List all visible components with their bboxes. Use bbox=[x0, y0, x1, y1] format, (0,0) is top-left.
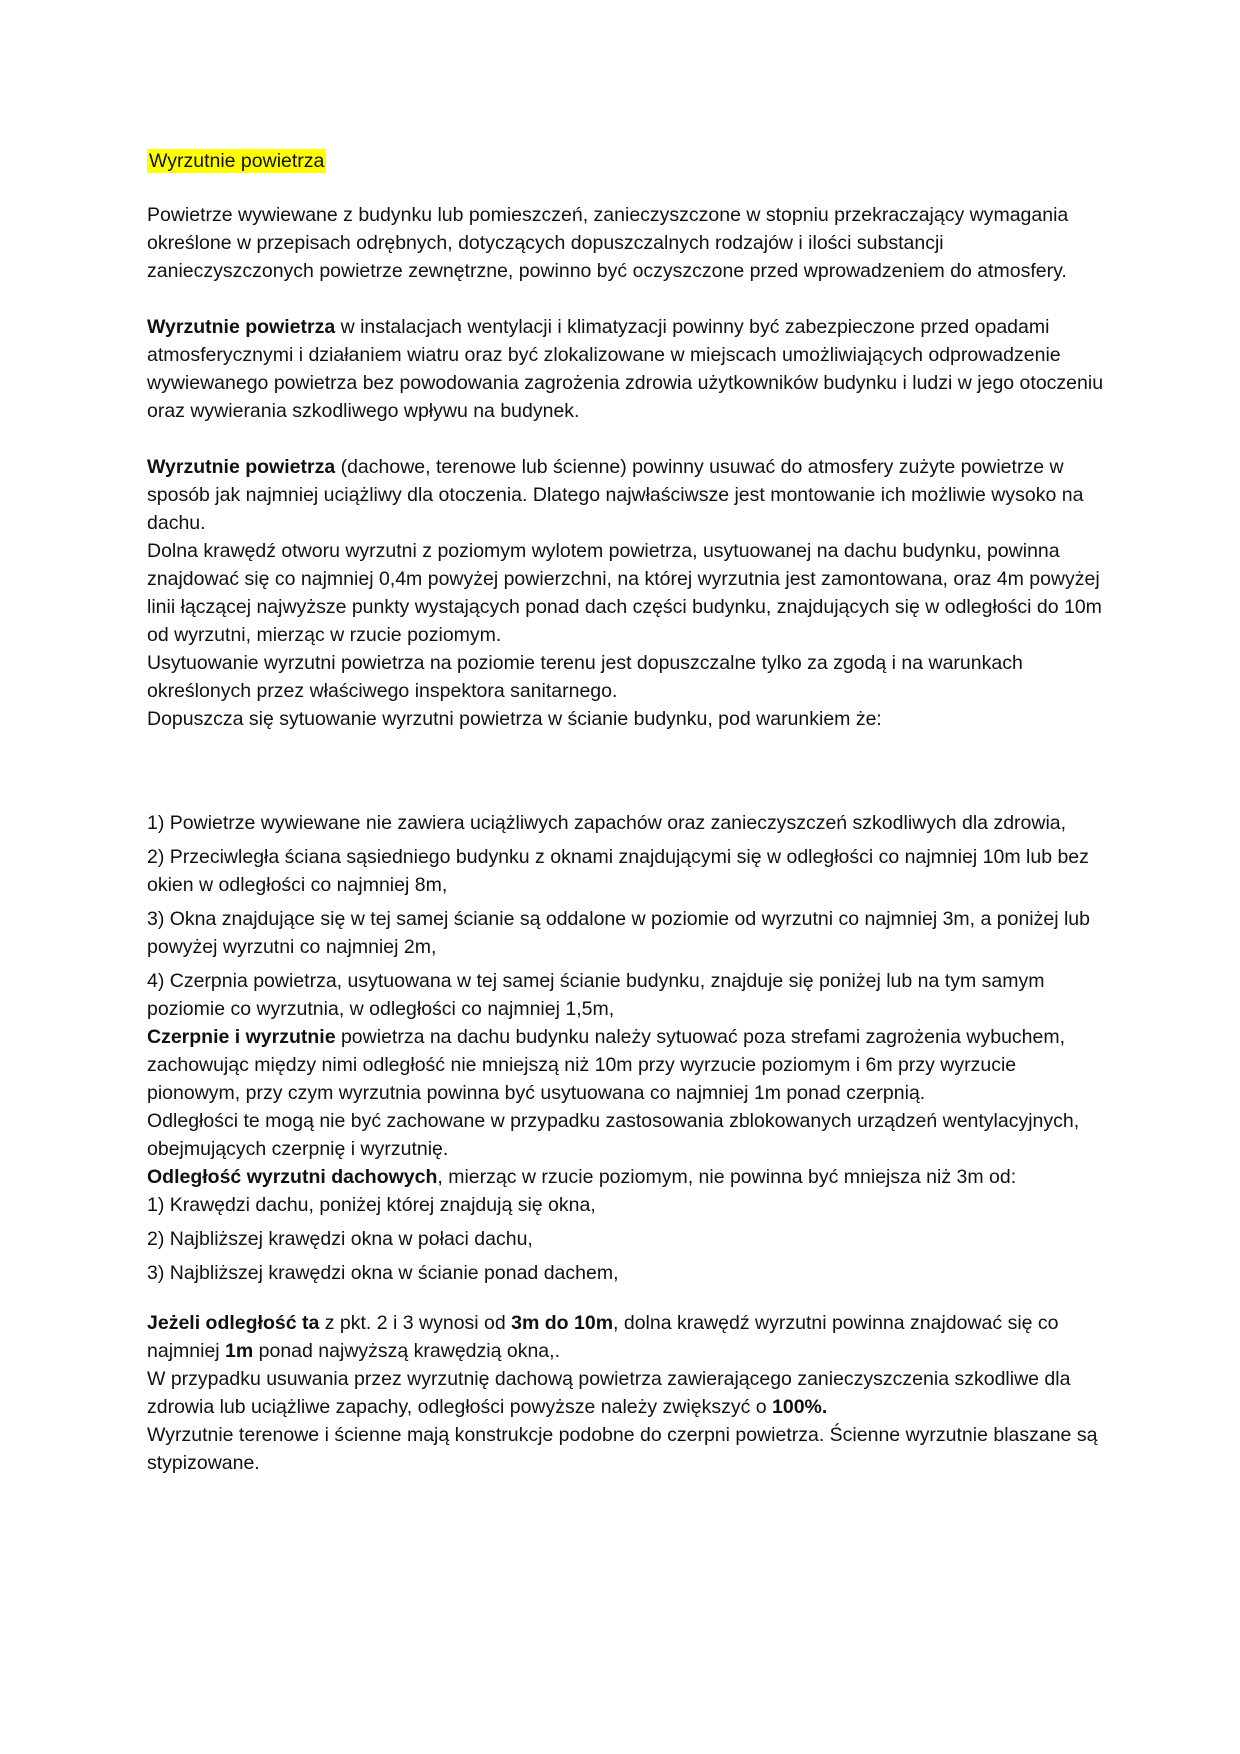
paragraph-text: W przypadku usuwania przez wyrzutnię dachową powietrza zawierającego zanieczyszczenia szkodliwe dla zdrowia lub uciążliwe zapachy, odległości powyższe należy zwiększyć o bbox=[147, 1368, 1071, 1418]
paragraph-types bbox=[147, 453, 1107, 537]
list-item: 3) Okna znajdujące się w tej samej ścianie są oddalone w poziomie od wyrzutni co najmniej 3m, a poniżej lub powyżej wyrzutni co najmniej 2m, bbox=[147, 908, 1090, 958]
paragraph-harmful-air bbox=[147, 1365, 1107, 1421]
list-item: 2) Przeciwległa ściana sąsiedniego budynku z oknami znajdującymi się w odległości co najmniej 10m lub bez okien w odległości co najmniej 8m, bbox=[147, 846, 1089, 896]
bold-term: Wyrzutnie powietrza bbox=[147, 316, 336, 338]
paragraph-ground-wall: Wyrzutnie terenowe i ścienne mają konstrukcje podobne do czerpni powietrza. Ścienne wyrzutnie blaszane są stypizowane. bbox=[147, 1424, 1098, 1474]
bold-value: 3m do 10m bbox=[511, 1312, 614, 1334]
paragraph-exception: Odległości te mogą nie być zachowane w przypadku zastosowania zblokowanych urządzeń wentylacyjnych, obejmujących czerpnię i wyrzutnię. bbox=[147, 1110, 1080, 1160]
bold-value: 1m bbox=[225, 1340, 254, 1362]
paragraph-ground-level: Usytuowanie wyrzutni powietrza na poziomie terenu jest dopuszczalne tylko za zgodą i na warunkach określonych przez właściwego inspektora sanitarnego. bbox=[147, 652, 1023, 702]
paragraph-intro: Powietrze wywiewane z budynku lub pomieszczeń, zanieczyszczone w stopniu przekraczający wymagania określone w przepisach odrębnych, dotyczących dopuszczalnych rodzajów i ilości substancji zanieczyszczonych powietrze zewnętrzne, powinno być oczyszczone przed wprowadzeniem do atmosfery. bbox=[147, 204, 1069, 282]
paragraph-height-rule bbox=[147, 1309, 1107, 1365]
spacer bbox=[147, 1287, 1107, 1309]
paragraph-wall-conditions-intro: Dopuszcza się sytuowanie wyrzutni powietrza w ścianie budynku, pod warunkiem że: bbox=[147, 708, 882, 730]
bold-term: Jeżeli odległość ta bbox=[147, 1312, 320, 1334]
paragraph-text: (dachowe, terenowe lub ścienne) powinny usuwać do atmosfery zużyte powietrze w sposób jak najmniej uciążliwy dla otoczenia. Dlatego najwłaściwsze jest montowanie ich możliwie wysoko na dachu. bbox=[147, 456, 1084, 534]
spacer bbox=[147, 733, 1107, 789]
list-item: 4) Czerpnia powietrza, usytuowana w tej samej ścianie budynku, znajduje się poniżej lub na tym samym poziomie co wyrzutnia, w odległości co najmniej 1,5m, bbox=[147, 970, 1045, 1020]
document-title: Wyrzutnie powietrza bbox=[149, 150, 325, 172]
paragraph-text: powietrza na dachu budynku należy sytuować poza strefami zagrożenia wybuchem, zachowując między nimi odległość nie mniejszą niż 10m przy wyrzucie poziomym i 6m przy wyrzucie pionowym, przy czym wyrzutnia powinna być usytuowana co najmniej 1m ponad czerpnią. bbox=[147, 1026, 1066, 1104]
list-item: 2) Najbliższej krawędzi okna w połaci dachu, bbox=[147, 1228, 533, 1250]
bold-value: 100%. bbox=[772, 1396, 828, 1418]
document-body bbox=[147, 147, 1107, 1477]
paragraph-text: w instalacjach wentylacji i klimatyzacji powinny być zabezpieczone przed opadami atmosferycznymi i działaniem wiatru oraz być zlokalizowane w miejscach umożliwiających odprowadzenie wywiewanego powietrza bez powodowania zagrożenia zdrowia użytkowników budynku i ludzi w jego otoczeniu oraz wywierania szkodliwego wpływu na budynek. bbox=[147, 316, 1104, 422]
spacer bbox=[147, 425, 1107, 453]
bold-term: Odległość wyrzutni dachowych bbox=[147, 1166, 438, 1188]
paragraph-intake-exhaust bbox=[147, 1023, 1107, 1107]
paragraph-text: , dolna krawędź wyrzutni powinna znajdować się co najmniej bbox=[147, 1312, 1059, 1362]
list-item: 1) Powietrze wywiewane nie zawiera uciążliwych zapachów oraz zanieczyszczeń szkodliwych dla zdrowia, bbox=[147, 812, 1067, 834]
paragraph-text: , mierząc w rzucie poziomym, nie powinna być mniejsza niż 3m od: bbox=[437, 1166, 1017, 1188]
bold-term: Wyrzutnie powietrza bbox=[147, 456, 336, 478]
title-line bbox=[147, 147, 1107, 175]
conditions-list bbox=[147, 809, 1107, 1023]
list-item: 1) Krawędzi dachu, poniżej której znajdują się okna, bbox=[147, 1194, 596, 1216]
roof-items-list bbox=[147, 1191, 1107, 1287]
paragraph-roof-outlet: Dolna krawędź otworu wyrzutni z poziomym wylotem powietrza, usytuowanej na dachu budynku, powinna znajdować się co najmniej 0,4m powyżej powierzchni, na której wyrzutnia jest zamontowana, oraz 4m powyżej linii łączącej najwyższe punkty wystających ponad dach części budynku, znajdujących się w odległości do 10m od wyrzutni, mierząc w rzucie poziomym. bbox=[147, 540, 1102, 646]
spacer bbox=[147, 285, 1107, 313]
paragraph-roof-distance bbox=[147, 1163, 1107, 1191]
bold-term: Czerpnie i wyrzutnie bbox=[147, 1026, 336, 1048]
paragraph-text: ponad najwyższą krawędzią okna,. bbox=[253, 1340, 560, 1362]
list-item: 3) Najbliższej krawędzi okna w ścianie ponad dachem, bbox=[147, 1262, 619, 1284]
paragraph-text: z pkt. 2 i 3 wynosi od bbox=[319, 1312, 512, 1334]
paragraph-protection bbox=[147, 313, 1107, 425]
